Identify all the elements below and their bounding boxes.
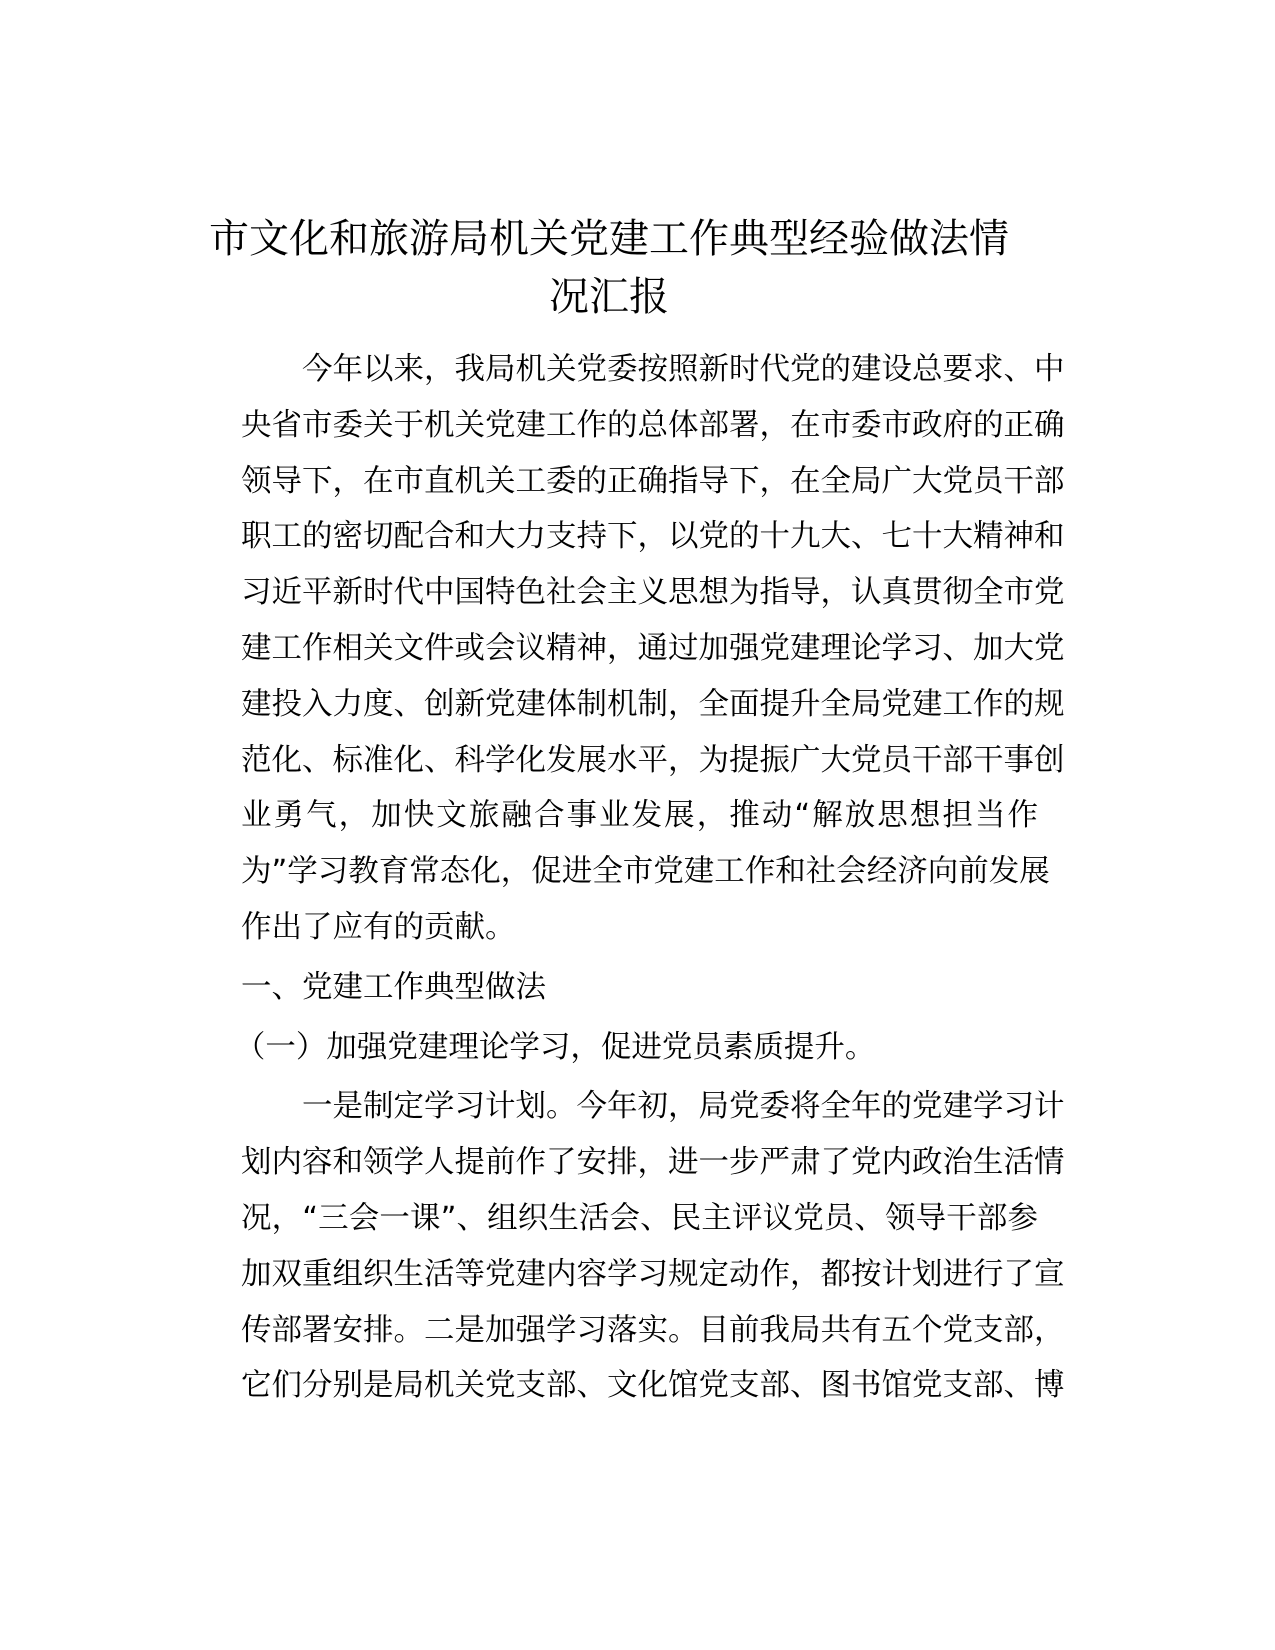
text-line: 为”学习教育常态化，促进全市党建工作和社会经济向前发展 [241,854,1050,890]
text-line: 它们分别是局机关党支部、文化馆党支部、图书馆党支部、博 [241,1368,1065,1404]
text-line: 作出了应有的贡献。 [241,909,516,945]
text-line: 习近平新时代中国特色社会主义思想为指导，认真贯彻全市党 [241,575,1065,611]
document-title [180,210,1038,326]
title-line-1: 市文化和旅游局机关党建工作典型经验做法情 [209,216,1009,262]
section-heading: 一、党建工作典型做法 [241,969,546,1005]
document-body [180,342,1065,1414]
text-line: 传部署安排。二是加强学习落实。目前我局共有五个党支部， [241,1312,1065,1348]
text-line: 况，“三会一课”、组织生活会、民主评议党员、领导干部参 [241,1200,1038,1236]
text-line: 领导下，在市直机关工委的正确指导下，在全局广大党员干部 [241,463,1065,499]
document-page [180,210,1065,1414]
subsection-heading: （一）加强党建理论学习，促进党员素质提升。 [234,1029,876,1065]
text-line: 央省市委关于机关党建工作的总体部署，在市委市政府的正确 [241,407,1065,443]
text-line: 范化、标准化、科学化发展水平，为提振广大党员干部干事创 [241,742,1065,778]
body-paragraph [180,1079,1065,1414]
text-line: 业勇气，加快文旅融合事业发展，推动“解放思想担当作 [241,798,1038,834]
text-line: 职工的密切配合和大力支持下，以党的十九大、七十大精神和 [241,519,1065,555]
title-line-2: 况汇报 [549,274,669,320]
text-line: 划内容和领学人提前作了安排，进一步严肃了党内政治生活情 [241,1145,1065,1181]
intro-paragraph [180,342,1065,956]
text-line: 加双重组织生活等党建内容学习规定动作，都按计划进行了宣 [241,1256,1065,1292]
text-line: 建投入力度、创新党建体制机制，全面提升全局党建工作的规 [241,686,1065,722]
text-line: 今年以来，我局机关党委按照新时代党的建设总要求、中 [302,352,1065,387]
text-line: 一是制定学习计划。今年初，局党委将全年的党建学习计 [302,1089,1065,1125]
text-line: 建工作相关文件或会议精神，通过加强党建理论学习、加大党 [241,630,1065,666]
